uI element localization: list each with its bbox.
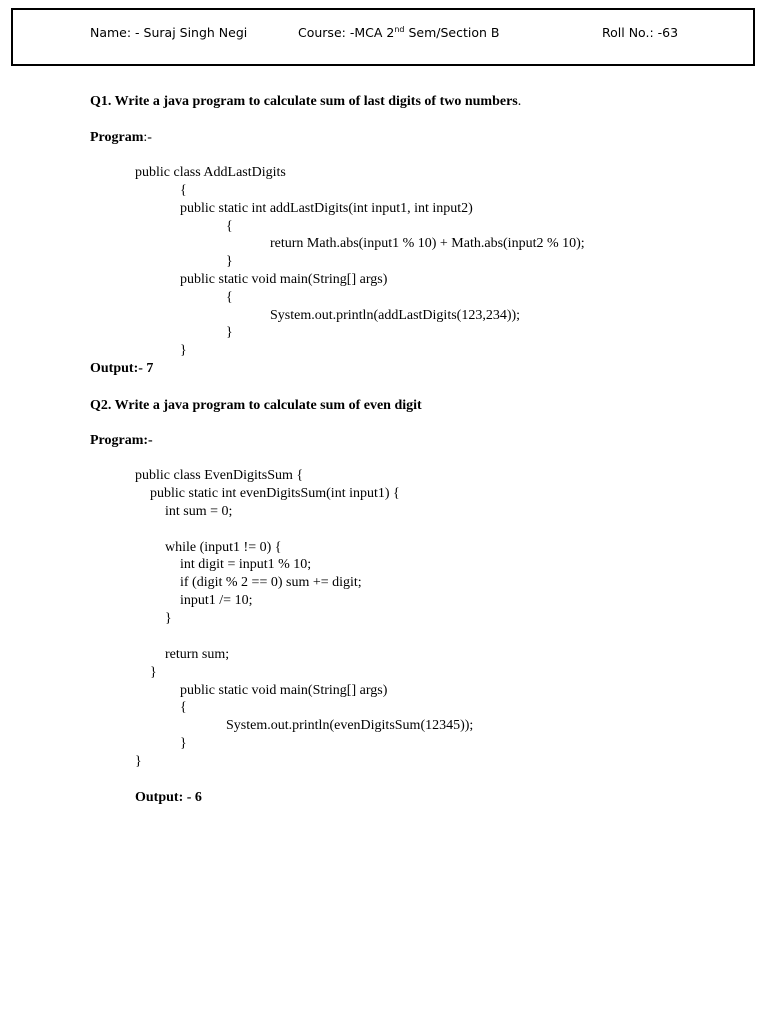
course-info: Course: -MCA 2nd Sem/Section B — [298, 25, 500, 40]
q2-code-line: } — [135, 754, 142, 769]
q2-code-line: } — [180, 736, 187, 751]
roll-number: Roll No.: -63 — [602, 25, 679, 40]
q2-code-line: } — [150, 665, 157, 680]
q2-code-line: System.out.println(evenDigitsSum(12345)); — [226, 718, 474, 733]
q2-code-line: public static int evenDigitsSum(int input1) { — [150, 486, 400, 501]
q2-program-label: Program:- — [90, 433, 153, 448]
q2-code-line: if (digit % 2 == 0) sum += digit; — [180, 575, 362, 590]
q1-code-line: } — [226, 254, 233, 269]
student-name: Name: - Suraj Singh Negi — [90, 25, 248, 40]
q2-code-line: public static void main(String[] args) — [180, 683, 388, 698]
q2-code-line: public class EvenDigitsSum { — [135, 468, 304, 483]
q1-output: Output:- 7 — [90, 361, 154, 376]
q2-output: Output: - 6 — [135, 790, 202, 805]
q2-code-line: return sum; — [165, 647, 230, 662]
q2-code-line: } — [165, 611, 172, 626]
q1-code-line: } — [226, 325, 233, 340]
q2-code-line: while (input1 != 0) { — [165, 540, 282, 555]
q2-code-line: input1 /= 10; — [180, 593, 253, 608]
q1-code-line: return Math.abs(input1 % 10) + Math.abs(input2 % 10); — [270, 236, 585, 251]
q1-question: Q1. Write a java program to calculate sum of last digits of two numbers. — [90, 94, 522, 109]
q1-code-line: { — [226, 290, 233, 305]
q1-code-line: } — [180, 343, 187, 358]
q1-code-line: public class AddLastDigits — [135, 165, 286, 180]
q2-code-line: int sum = 0; — [165, 504, 233, 519]
q1-code-line: { — [180, 183, 187, 198]
q1-code-line: System.out.println(addLastDigits(123,234)); — [270, 308, 521, 323]
q1-code-line: { — [226, 219, 233, 234]
q1-code-line: public static void main(String[] args) — [180, 272, 388, 287]
q2-question: Q2. Write a java program to calculate sum of even digit — [90, 398, 422, 413]
q2-code-line: { — [180, 700, 187, 715]
q2-code-line: int digit = input1 % 10; — [180, 557, 312, 572]
q1-program-label: Program:- — [90, 130, 152, 145]
q1-code-line: public static int addLastDigits(int input1, int input2) — [180, 201, 473, 216]
